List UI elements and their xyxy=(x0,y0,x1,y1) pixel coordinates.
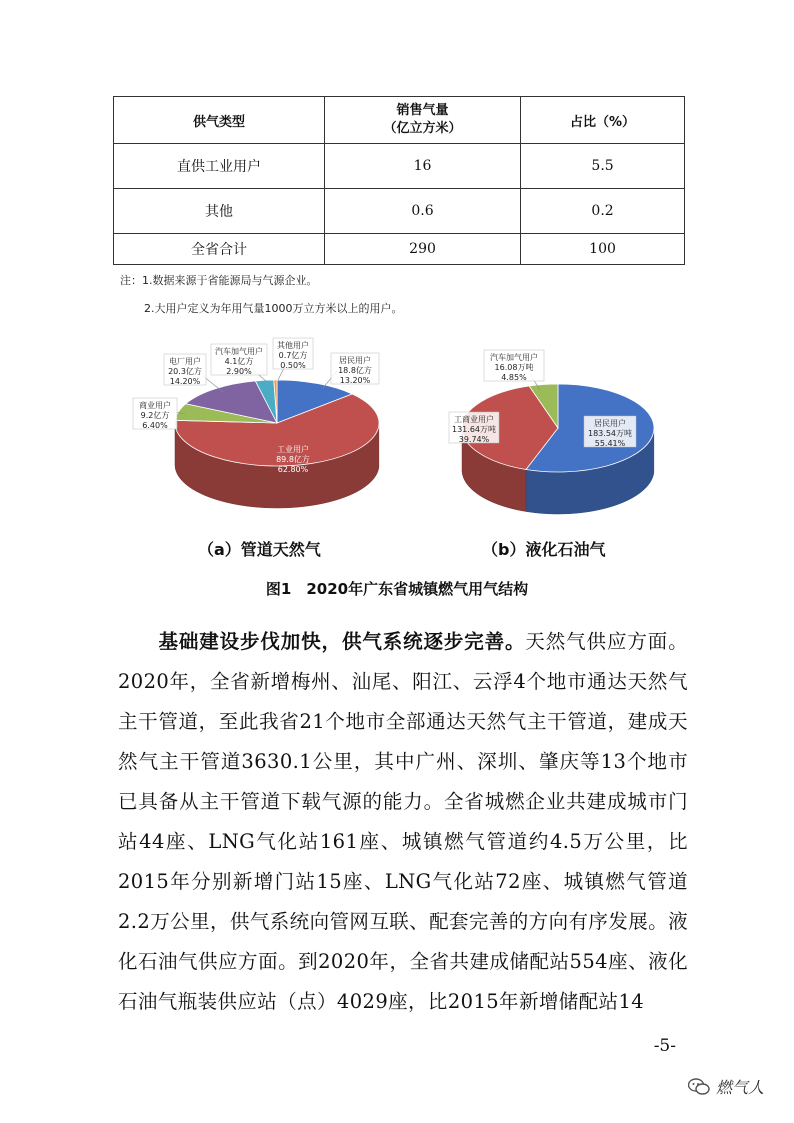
pie-label-text: 汽车加气用户 xyxy=(490,353,538,362)
cell-type: 其他 xyxy=(114,189,325,234)
pie-chart-pipeline-gas xyxy=(115,330,395,525)
pie-label-text: 工业用户 xyxy=(277,445,309,454)
wechat-icon xyxy=(688,1078,710,1096)
header-share: 占比（%） xyxy=(521,97,685,144)
pie-label-text: 2.90% xyxy=(226,367,252,376)
pie-label-text: 0.7亿方 xyxy=(278,351,308,360)
cell-type: 全省合计 xyxy=(114,234,325,265)
table-note-1: 注：1.数据来源于省能源局与气源企业。 xyxy=(120,274,318,287)
paragraph-lead: 基础建设步伐加快，供气系统逐步完善。 xyxy=(158,630,526,653)
pie-data-label xyxy=(211,344,267,382)
pie-label-text: 电厂用户 xyxy=(169,357,201,366)
watermark-text: 燃气人 xyxy=(715,1078,764,1097)
pie-data-label xyxy=(484,350,544,390)
pie-data-label xyxy=(276,444,310,474)
gas-supply-table xyxy=(113,96,685,265)
pie-label-text: 55.41% xyxy=(594,439,626,448)
header-sales-volume xyxy=(324,97,520,144)
pie-label-text: 183.54万吨 xyxy=(588,429,632,438)
pie-label-text: 13.20% xyxy=(339,376,371,385)
cell-volume: 0.6 xyxy=(324,189,520,234)
paragraph-body: 天然气供应方面。2020年，全省新增梅州、汕尾、阳江、云浮4个地市通达天然气主干管道，至此我省21个地市全部通达天然气主干管道，建成天然气主干管道3630.1公里，其中广州、深圳、肇庆等13个地市已具备从主干管道下载气源的能力。全省城燃企业共建成城市门站44座、LNG气化站161座、城镇燃气管道约4.5万公里，比2015年分别新增门站15座、LNG气化站72座、城镇燃气管道2.2万公里，供气系统向管网互联、配套完善的方向有序发展。液化石油气供应方面。到2020年，全省共建成储配站554座、液化石油气瓶装供应站（点）4029座，比2015年新增储配站14 xyxy=(118,630,688,1013)
pie-label-text: 16.08万吨 xyxy=(494,363,534,372)
pie-label-text: 39.74% xyxy=(458,435,490,444)
cell-volume: 16 xyxy=(324,144,520,189)
header-supply-type: 供气类型 xyxy=(114,97,325,144)
figure-title: 图1 2020年广东省城镇燃气用气结构 xyxy=(265,580,529,598)
cell-share: 0.2 xyxy=(521,189,685,234)
table-note-2: 2.大用户定义为年用气量1000万立方米以上的用户。 xyxy=(144,302,403,315)
page-number: -5- xyxy=(653,1036,676,1056)
pie-label-text: 14.20% xyxy=(169,377,201,386)
pie-label-text: 汽车加气用户 xyxy=(215,347,263,356)
pie-label-text: 商业用户 xyxy=(139,401,171,410)
pie-label-text: 18.8亿方 xyxy=(338,366,372,375)
pie-label-text: 工商业用户 xyxy=(454,415,494,424)
chart-b-caption: （b）液化石油气 xyxy=(482,540,606,559)
cell-share: 5.5 xyxy=(521,144,685,189)
pie-data-label xyxy=(273,338,313,380)
table-row xyxy=(114,144,685,189)
pie-data-label xyxy=(449,412,499,444)
pie-label-text: 0.50% xyxy=(280,361,306,370)
header-sales-volume-line1: 销售气量 xyxy=(396,103,449,118)
watermark xyxy=(688,1075,764,1098)
chart-a-caption: （a）管道天然气 xyxy=(198,540,321,559)
pie-label-text: 居民用户 xyxy=(339,356,371,365)
table-header-row xyxy=(114,97,685,144)
pie-label-text: 其他用户 xyxy=(277,341,309,350)
header-sales-volume-unit: （亿立方米） xyxy=(383,121,462,136)
body-paragraph xyxy=(118,622,688,1022)
pie-data-label xyxy=(584,416,636,448)
table-row xyxy=(114,189,685,234)
pie-label-text: 9.2亿方 xyxy=(140,411,170,420)
pie-label-text: 6.40% xyxy=(142,421,168,430)
pie-label-text: 62.80% xyxy=(277,465,309,474)
pie-data-label xyxy=(133,398,185,430)
pie-label-text: 居民用户 xyxy=(594,419,626,428)
cell-volume: 290 xyxy=(324,234,520,265)
cell-share: 100 xyxy=(521,234,685,265)
cell-type: 直供工业用户 xyxy=(114,144,325,189)
pie-data-label xyxy=(323,353,379,388)
pie-label-text: 4.1亿方 xyxy=(224,357,254,366)
pie-label-text: 89.8亿方 xyxy=(276,455,310,464)
table-row-total xyxy=(114,234,685,265)
pie-chart-lpg xyxy=(420,330,680,525)
pie-label-text: 4.85% xyxy=(501,373,527,382)
pie-label-text: 131.64万吨 xyxy=(452,425,496,434)
pie-label-text: 20.3亿方 xyxy=(168,367,202,376)
